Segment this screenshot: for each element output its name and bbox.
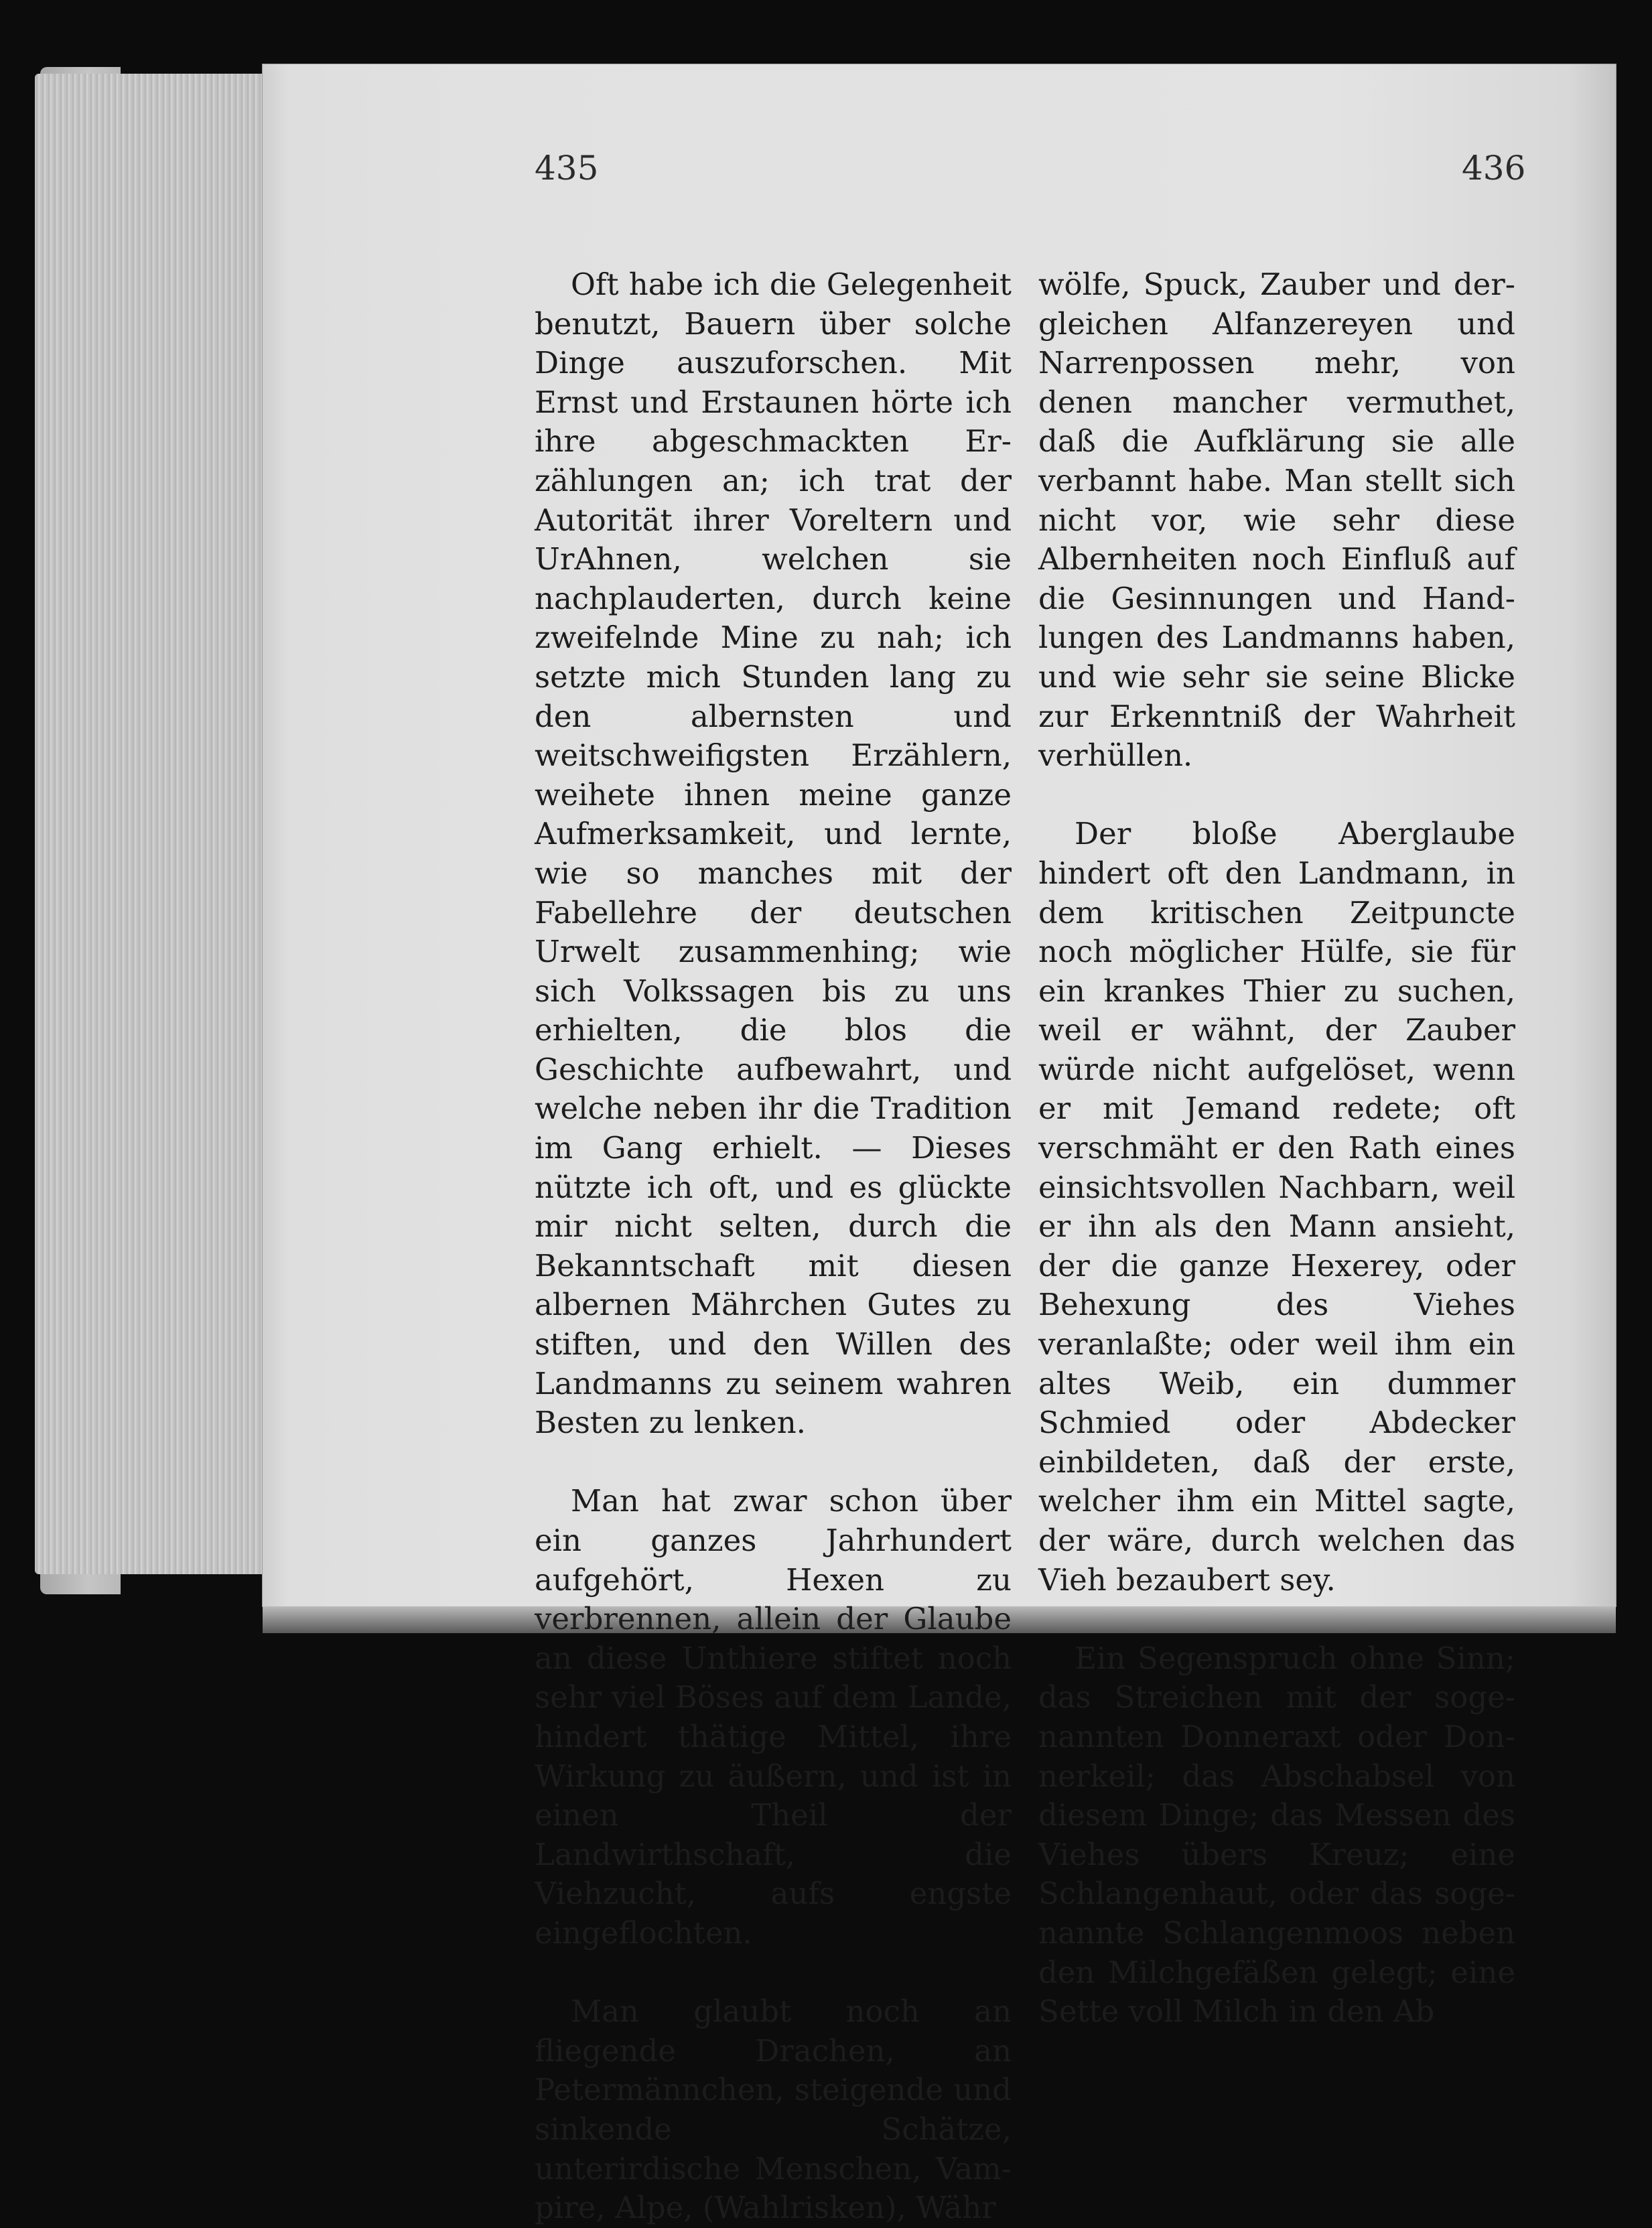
left-text-column [535,265,1012,2228]
paragraph: Ein Segenspruch ohne Sinn; das Streichen mit der sogenannten Donneraxt oder Donnerkeil; das Abschabsel von diesem Dinge; das Messen des Viehes übers Kreuz; eine Schlangenhaut, oder das sogenannte Schlangenmoos neben den Milchgefäßen gelegt; eine Sette voll Milch in den Ab [1038,1640,1515,2030]
right-text-column [1038,265,1515,2032]
paragraph: Oft habe ich die Gelegenheit benutzt, Bauern über solche Dinge auszuforschen. Mit Ernst und Erstaunen hörte ich ihre abgeschmackten Erzählungen an; ich trat der Autorität ihrer Voreltern und UrAhnen, welchen sie nachplauderten, durch keine zweifelnde Mine zu nah; ich setzte mich Stunden lang zu den albernsten und weitschweifigsten Erzählern, weihete ihnen meine ganze Aufmerksamkeit, und lernte, wie so manches mit der Fabellehre der deutschen Urwelt zusammenhing; wie sich Volkssagen bis zu uns erhielten, die blos die Geschichte aufbewahrt, und welche neben ihr die Tradition im Gang erhielt. — Dieses nützte ich oft, und es glückte mir nicht selten, durch die Bekanntschaft mit diesen albernen Mährchen Gutes zu stiften, und den Willen des Landmanns zu seinem wahren Besten zu lenken. [535,267,1012,1441]
left-page-number: 435 [535,149,599,188]
paragraph: Man hat zwar schon über ein ganzes Jahrhundert aufgehört, Hexen zu verbrennen, allein der Glaube an diese Unthiere stiftet noch sehr viel Böses auf dem Lande, hindert thätige Mittel, ihre Wirkung zu äußern, und ist in einen Theil der Landwirthschaft, die Viehzucht, aufs engste eingeflochten. [535,1483,1012,1951]
page-stack-edge [35,74,263,1574]
paragraph: wölfe, Spuck, Zauber und dergleichen Alfanzereyen und Narrenpossen mehr, von denen mancher vermuthet, daß die Aufklärung sie alle verbannt habe. Man stellt sich nicht vor, wie sehr diese Albernheiten noch Einfluß auf die Gesinnungen und Handlungen des Landmanns haben, und wie sehr sie seine Blicke zur Erkenntniß der Wahrheit verhüllen. [1038,267,1515,774]
paragraph: Man glaubt noch an fliegende Drachen, an Petermännchen, steigende und sinkende Schätze, unterirdische Menschen, Vampire, Alpe, (Wahlrisken), Währ [535,1994,1012,2226]
right-page-number: 436 [1462,149,1526,188]
paragraph: Der bloße Aberglaube hindert oft den Landmann, in dem kritischen Zeitpuncte noch möglicher Hülfe, sie für ein krankes Thier zu suchen, weil er wähnt, der Zauber würde nicht aufgelöset, wenn er mit Jemand redete; oft verschmäht er den Rath eines einsichtsvollen Nachbarn, weil er ihn als den Mann ansieht, der die ganze Hexerey, oder Behexung des Viehes veranlaßte; oder weil ihm ein altes Weib, ein dummer Schmied oder Abdecker einbildeten, daß der erste, welcher ihm ein Mittel sagte, der wäre, durch welchen das Vieh bezaubert sey. [1038,816,1515,1598]
